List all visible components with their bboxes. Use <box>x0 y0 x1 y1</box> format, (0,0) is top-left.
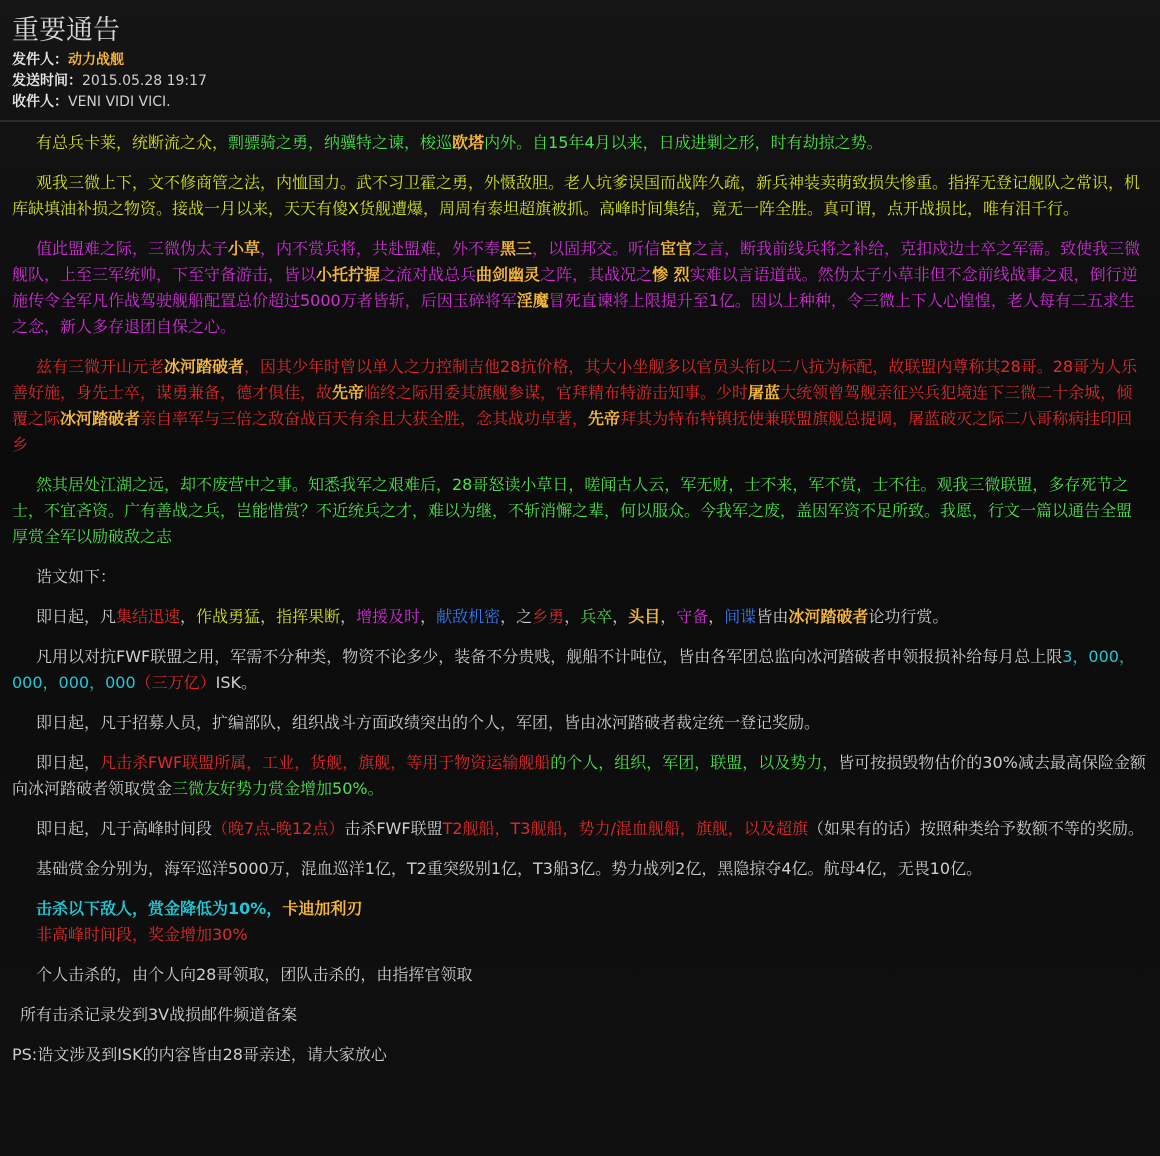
p7-sep-1: ， <box>180 607 197 626</box>
paragraph-7 <box>12 604 1146 630</box>
recipient-row <box>12 92 207 113</box>
p3-text-g: 之言，断我前线兵将之补给，克扣戍边士卒之军需。致使我三微舰队，上至三军统帅，下至守备游击，皆以 <box>12 239 1141 284</box>
p3-text-e: ，以固邦交。听信 <box>532 239 661 258</box>
p8-text-a: 凡用以对抗FWF联盟之用，军需不分种类，物资不论多少，装备不分贵贱，舰船不计吨位，皆由各军团总监向冰河踏破者申领报损补给每月总上限 <box>36 647 1063 666</box>
p7-sep-8: ， <box>660 607 677 626</box>
paragraph-17: PS:诰文涉及到ISK的内容皆由28哥亲述，请大家放心 <box>12 1045 387 1064</box>
p3-name-eunuch: 宦官 <box>660 239 693 258</box>
paragraph-9: 即日起，凡于招募人员，扩编部队，组织战斗方面政绩突出的个人，军团，皆由冰河踏破者裁定统一登记奖励。 <box>36 713 821 732</box>
p7-item-10: 间谍 <box>724 607 757 626</box>
p7-item-3: 指挥果断 <box>276 607 341 626</box>
p1-text-b: 剽骠骑之勇，纳骥特之谏， <box>228 133 421 152</box>
p7-sep-9: ， <box>708 607 725 626</box>
p7-sep-7: ， <box>612 607 629 626</box>
p7-sep-4: ， <box>420 607 437 626</box>
p4-text-i: 亲自率军与三倍之敌奋战百天有余且大获全胜，念其战功卓著， <box>140 409 589 428</box>
paragraph-13 <box>12 896 1146 922</box>
p7-item-9: 守备 <box>676 607 709 626</box>
recipient-link[interactable]: VENI VIDI VICI. <box>68 94 171 110</box>
p7-item-5: 献敌机密 <box>436 607 501 626</box>
paragraph-8 <box>12 644 1146 696</box>
p3-word-tragic: 惨 烈 <box>652 265 690 284</box>
p1-highlight-euta: 欧塔 <box>452 133 485 152</box>
sent-time-label: 发送时间： <box>12 73 82 89</box>
p8-amount-note: （三万亿） <box>135 673 216 692</box>
sender-link[interactable]: 动力战舰 <box>68 52 124 68</box>
paragraph-6: 诰文如下： <box>36 567 117 586</box>
p3-name-ghost: 曲剑幽灵 <box>476 265 541 284</box>
p10-text-a: 即日起， <box>36 753 101 772</box>
p1-text-e: 内外。自15年4月以来，日成进剿之形，时有劫掠之势。 <box>484 133 883 152</box>
p3-text-o: 冒死直谏将上限提升至1亿。因以上种种，令三微上下人心惶惶，老人每有二五求生之念，新人多存退团自保之心。 <box>12 291 1135 336</box>
p11-text-e: （如果有的话）按照种类给予数额不等的奖励。 <box>807 819 1144 838</box>
p4-name-tulan: 屠蓝 <box>748 383 781 402</box>
p13-name-kadi: 卡迪加利刃 <box>282 899 363 918</box>
paragraph-5: 然其居处江湖之远，却不废营中之事。知悉我军之艰难后，28哥怒读小草日，嗟闻古人云，军无财，士不来，军不赏，士不往。观我三微联盟，多存死节之士，不宜吝资。广有善战之兵，岂能惜赏？不近统兵之才，难以为继，不斩消懈之辈，何以服众。今我军之废，盖因军资不足所致。我愿，行文一篇以通告全盟厚赏全军以励破敌之志 <box>12 475 1133 546</box>
p10-claimants: 的个人，组织，军团，联盟，以及势力， <box>550 753 839 772</box>
p1-text-c: 梭巡 <box>420 133 453 152</box>
p7-name-icebreaker: 冰河踏破者 <box>788 607 869 626</box>
p3-text-m: 实难以言语道哉。然伪太子小草非但不念前线战事之艰，倒行逆施传令全军凡作战驾驶舰船配置总价超过5000万者皆斩，后因玉碎将军 <box>12 265 1138 310</box>
p4-name-icebreaker-2: 冰河踏破者 <box>60 409 141 428</box>
p4-text-g: 大统领曾驾舰亲征兴兵犯境连下三微二十余城，倾覆之际 <box>12 383 1133 428</box>
sender-label: 发件人： <box>12 52 68 68</box>
p10-bonus: 三微友好势力赏金增加50%。 <box>172 779 384 798</box>
recipient-label: 收件人： <box>12 94 68 110</box>
sent-time-value: 2015.05.28 19:17 <box>82 73 207 89</box>
mail-header <box>12 12 207 113</box>
p1-text-a: 有总兵卡莱，统断流之众， <box>36 133 229 152</box>
p7-item-6: 乡勇 <box>532 607 565 626</box>
paragraph-1 <box>12 130 1146 156</box>
p7-sep-6: ， <box>564 607 581 626</box>
p4-name-emperor: 先帝 <box>332 383 365 402</box>
header-divider <box>0 120 1160 122</box>
p3-name-small: 小托拧握 <box>316 265 381 284</box>
p3-text-i: 之流对战总兵 <box>380 265 477 284</box>
p4-name-icebreaker: 冰河踏破者 <box>164 357 245 376</box>
mail-body <box>12 130 1146 1082</box>
p3-text-a: 值此盟难之际，三微伪太子 <box>36 239 229 258</box>
p3-text-k: 之阵，其战况之 <box>540 265 653 284</box>
p7-sep-2: ， <box>260 607 277 626</box>
p7-sep-3: ， <box>340 607 357 626</box>
p7-item-2: 作战勇猛 <box>196 607 261 626</box>
p8-unit: ISK。 <box>215 673 258 692</box>
p7-sep-5: ，之 <box>500 607 533 626</box>
p4-text-a: 兹有三微开山元老 <box>36 357 165 376</box>
p3-name-xiaocao: 小草 <box>228 239 261 258</box>
p7-item-7: 兵卒 <box>580 607 613 626</box>
p3-name-yinmo: 淫魔 <box>516 291 549 310</box>
p7-text-a: 即日起，凡 <box>36 607 117 626</box>
p4-text-e: 临终之际用委其旗舰参谋，官拜精布特游击知事。少时 <box>364 383 749 402</box>
p7-text-w: 论功行赏。 <box>868 607 949 626</box>
paragraph-4 <box>12 354 1146 458</box>
paragraph-10 <box>12 750 1146 802</box>
p4-name-emperor-2: 先帝 <box>588 409 621 428</box>
p8-amount: 3，000，000，000，000 <box>12 647 1135 692</box>
p11-text-c: 击杀FWF联盟 <box>344 819 443 838</box>
p7-item-1: 集结迅速 <box>116 607 181 626</box>
p11-text-a: 即日起，凡于高峰时间段 <box>36 819 213 838</box>
mail-title: 重要通告 <box>12 15 120 46</box>
p11-ship-classes: T2舰船，T3舰船，势力/混血舰船，旗舰，以及超旗 <box>442 819 808 838</box>
p10-targets: 凡击杀FWF联盟所属，工业，货舰，旗舰，等用于物资运输舰船 <box>100 753 551 772</box>
p10-text-d: 皆可按损毁物估价的30%减去最高保险金额向冰河踏破者领取赏金 <box>12 753 1146 798</box>
p7-item-4: 增援及时 <box>356 607 421 626</box>
sender-row <box>12 50 207 71</box>
paragraph-15: 个人击杀的，由个人向28哥领取，团队击杀的，由指挥官领取 <box>36 965 473 984</box>
paragraph-2: 观我三微上下，文不修商管之法，内恤国力。武不习卫霍之勇，外慑敌胆。老人坑爹误国而战阵久疏，新兵神装卖萌致损失惨重。指挥无登记舰队之常识，机库缺填油补损之物资。接战一月以来，天天有傻X货舰遭爆，周周有泰坦超旗被抓。高峰时间集结，竟无一阵全胜。真可谓，点开战损比，唯有泪千行。 <box>12 173 1141 218</box>
paragraph-12: 基础赏金分别为，海军巡洋5000万，混血巡洋1亿，T2重突级别1亿，T3船3亿。势力战列2亿，黑隐掠夺4亿。航母4亿，无畏10亿。 <box>36 859 983 878</box>
p7-item-8: 头目 <box>628 607 661 626</box>
sent-time-row <box>12 71 207 92</box>
p7-text-u: 皆由 <box>756 607 789 626</box>
p11-time-window: （晚7点-晚12点） <box>212 819 345 838</box>
paragraph-11 <box>12 816 1146 842</box>
paragraph-16: 所有击杀记录发到3V战损邮件频道备案 <box>20 1005 298 1024</box>
p3-text-c: ，内不赏兵将，共赴盟难，外不奉 <box>260 239 501 258</box>
p13-text-a: 击杀以下敌人，赏金降低为10%， <box>36 899 283 918</box>
p3-name-heisan: 黑三 <box>500 239 533 258</box>
paragraph-3 <box>12 236 1146 340</box>
p4-text-c: ，因其少年时曾以单人之力控制吉他28抗价格，其大小坐舰多以官员头衔以二八抗为标配，故联盟内尊称其28哥。28哥为人乐善好施，身先士卒，谋勇兼备，德才俱佳，故 <box>12 357 1138 402</box>
paragraph-14: 非高峰时间段，奖金增加30% <box>36 925 248 944</box>
p4-text-k: 拜其为特布特镇抚使兼联盟旗舰总提调，屠蓝破灭之际二八哥称病挂印回乡 <box>12 409 1133 454</box>
